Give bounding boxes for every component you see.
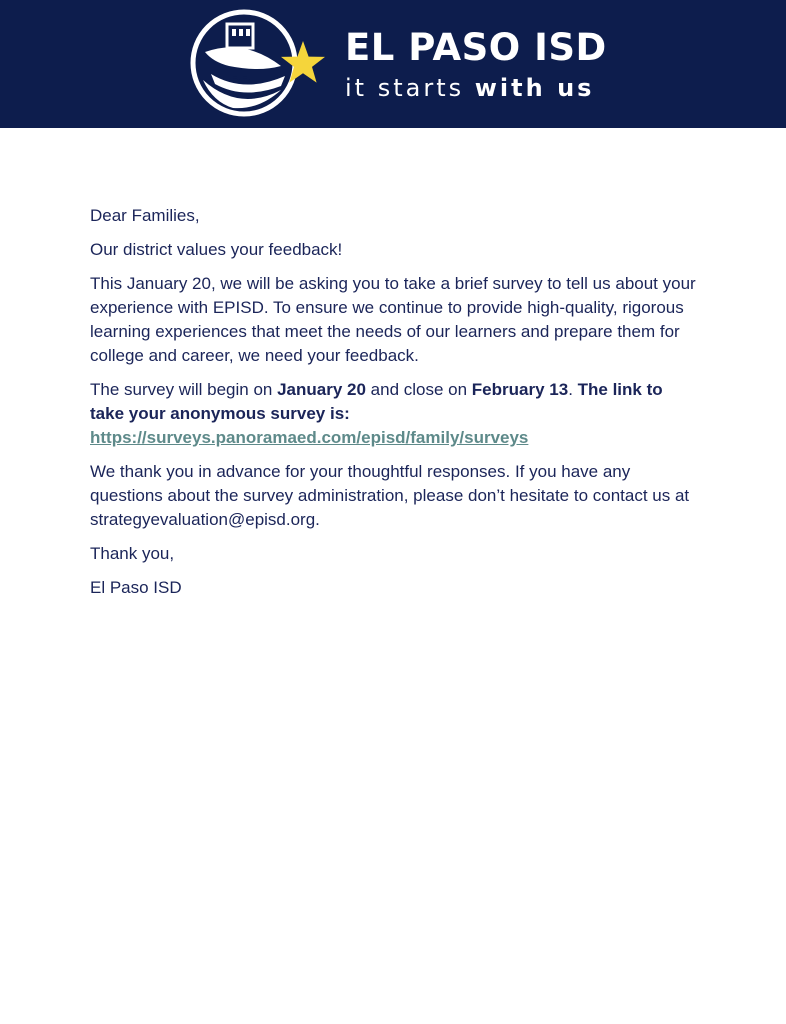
contact-email-link[interactable]: strategyevaluation@episd.org bbox=[90, 510, 316, 529]
thanks-paragraph bbox=[90, 460, 696, 532]
survey-dates bbox=[90, 378, 696, 450]
start-date: January 20 bbox=[277, 380, 366, 399]
brand-name: EL PASO ISD bbox=[345, 26, 607, 69]
header-banner bbox=[0, 0, 786, 128]
survey-dates-text: The survey will begin on bbox=[90, 380, 278, 399]
survey-description: This January 20, we will be asking you to take a brief survey to tell us about your experience with EPISD. To ensure we continue to provide high-quality, rigorous learning experiences that meet the needs of our learners and prepare them for college and career, we need your feedback. bbox=[90, 274, 696, 365]
greeting: Dear Families, bbox=[90, 206, 200, 225]
intro-line: Our district values your feedback! bbox=[90, 240, 343, 259]
end-date: February 13 bbox=[471, 380, 569, 399]
survey-link[interactable]: https://surveys.panoramaed.com/episd/family/surveys bbox=[90, 428, 529, 447]
tagline-bold: with us bbox=[474, 74, 595, 102]
signature: El Paso ISD bbox=[90, 578, 182, 597]
survey-dates-text: . bbox=[568, 380, 578, 399]
survey-dates-text: and close on bbox=[365, 380, 472, 399]
tagline-prefix: it starts bbox=[345, 74, 465, 102]
star-icon bbox=[281, 41, 325, 83]
thanks-text: We thank you in advance for your thoughtful responses. If you have any questions about the survey administration, please don’t hesitate to contact us at bbox=[90, 462, 690, 505]
episd-emblem-icon bbox=[189, 8, 331, 118]
link-lead: The link to take your anonymous survey is: bbox=[90, 380, 663, 423]
closing: Thank you, bbox=[90, 544, 175, 563]
thanks-end: . bbox=[315, 510, 320, 529]
brand-tagline bbox=[345, 72, 594, 104]
letter-body bbox=[90, 204, 696, 610]
